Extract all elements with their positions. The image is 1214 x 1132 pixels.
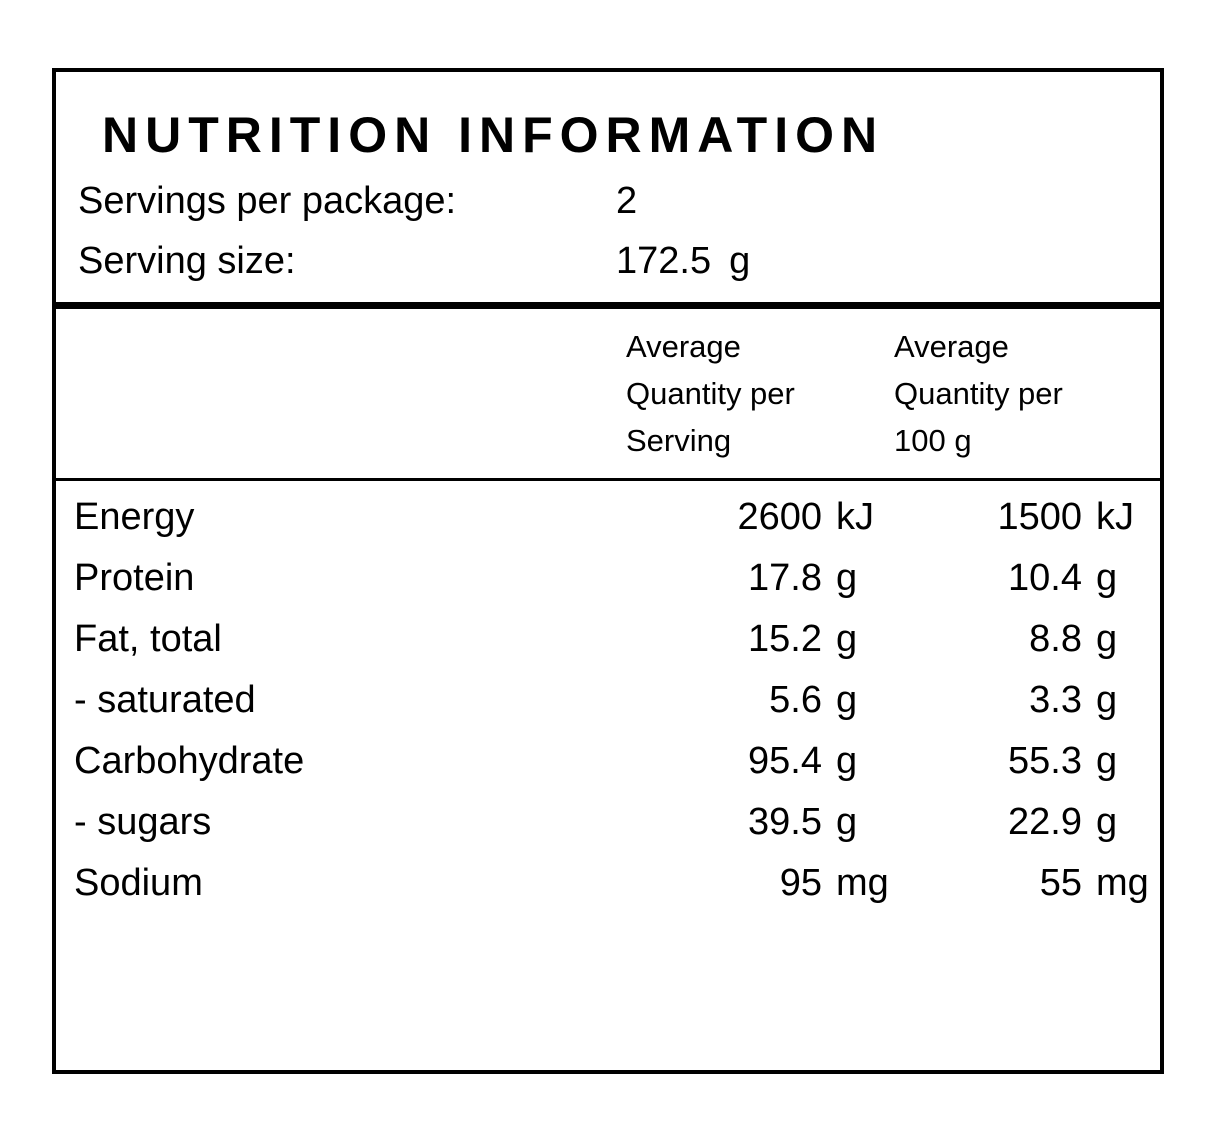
per-100g-line-1: Average [894, 329, 1009, 364]
serving-summary [56, 160, 1160, 302]
value-per-100g [894, 496, 1154, 539]
value-per-serving [626, 679, 894, 722]
value-number: 10.4 [1008, 557, 1082, 600]
per-100g-line-3: 100 g [894, 423, 972, 459]
value-per-serving [626, 740, 894, 783]
divider-thick [56, 302, 1160, 309]
value-unit: g [836, 740, 858, 783]
value-unit: g [836, 557, 858, 600]
value-per-serving [626, 862, 894, 905]
value-per-100g [894, 740, 1154, 783]
nutrient-name: Sodium [74, 862, 203, 905]
nutrient-name: - sugars [74, 801, 212, 844]
value-per-100g [894, 801, 1154, 844]
table-row [56, 853, 1160, 914]
value-unit: kJ [1096, 496, 1134, 539]
table-row [56, 548, 1160, 609]
value-number: 15.2 [748, 618, 822, 661]
servings-per-package-value: 2 [616, 180, 638, 222]
value-per-100g [894, 679, 1154, 722]
per-serving-line-3: Serving [626, 423, 732, 459]
value-number: 8.8 [1029, 618, 1082, 661]
value-per-serving [626, 801, 894, 844]
value-number: 5.6 [769, 679, 822, 722]
per-serving-line-2: Quantity per [626, 376, 795, 412]
servings-per-package-row [56, 182, 1160, 242]
per-serving-line-1: Average [626, 329, 741, 364]
servings-per-package-label: Servings per package: [78, 180, 457, 222]
nutrient-name: Carbohydrate [74, 740, 305, 783]
value-number: 3.3 [1029, 679, 1082, 722]
per-100g-line-2: Quantity per [894, 376, 1063, 412]
value-number: 55 [1039, 862, 1082, 905]
nutrient-name: Energy [74, 496, 195, 539]
value-number: 1500 [997, 496, 1082, 539]
value-unit: g [836, 801, 858, 844]
nutrition-information-panel [52, 68, 1164, 1074]
table-row [56, 670, 1160, 731]
column-header-row [56, 309, 1160, 478]
value-per-serving [626, 618, 894, 661]
value-number: 95 [779, 862, 822, 905]
value-unit: kJ [836, 496, 874, 539]
column-header-per-serving [626, 323, 894, 464]
serving-size-value: 172.5 [616, 240, 712, 282]
nutrient-name: - saturated [74, 679, 256, 722]
page-title: NUTRITION INFORMATION [102, 107, 885, 163]
value-unit: g [1096, 740, 1118, 783]
value-number: 39.5 [748, 801, 822, 844]
table-row [56, 609, 1160, 670]
column-header-per-100g [894, 323, 1154, 464]
value-unit: g [836, 679, 858, 722]
value-unit: g [1096, 801, 1118, 844]
value-number: 95.4 [748, 740, 822, 783]
value-per-100g [894, 557, 1154, 600]
nutrient-name: Fat, total [74, 618, 222, 661]
value-unit: g [1096, 679, 1118, 722]
value-unit: mg [1096, 862, 1149, 905]
serving-size-label: Serving size: [78, 240, 296, 282]
value-unit: g [836, 618, 858, 661]
column-header-nutrient [56, 323, 626, 464]
nutrient-table [56, 481, 1160, 914]
table-row [56, 792, 1160, 853]
value-number: 2600 [737, 496, 822, 539]
value-per-serving [626, 496, 894, 539]
serving-size-row [56, 242, 1160, 302]
table-row [56, 731, 1160, 792]
table-row [56, 487, 1160, 548]
value-number: 22.9 [1008, 801, 1082, 844]
value-unit: g [1096, 618, 1118, 661]
value-unit: mg [836, 862, 889, 905]
value-number: 55.3 [1008, 740, 1082, 783]
value-per-100g [894, 618, 1154, 661]
nutrient-name: Protein [74, 557, 195, 600]
value-per-serving [626, 557, 894, 600]
value-number: 17.8 [748, 557, 822, 600]
serving-size-unit: g [729, 240, 751, 282]
value-per-100g [894, 862, 1154, 905]
value-unit: g [1096, 557, 1118, 600]
